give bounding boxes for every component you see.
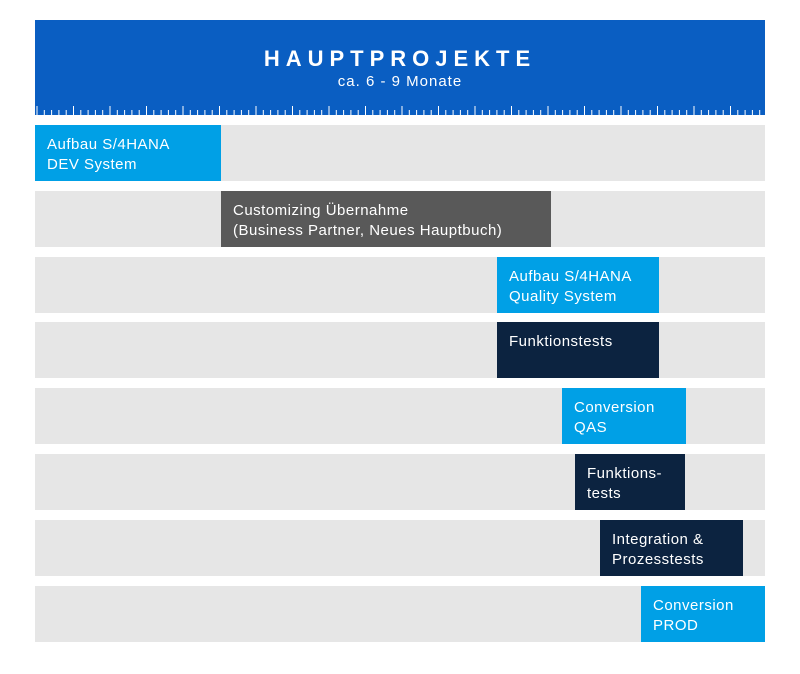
task-label-line2: tests [587, 485, 622, 502]
task-label-line1: Aufbau S/4HANA [509, 268, 632, 285]
task-label-line1: Aufbau S/4HANA [47, 136, 170, 153]
task-conversion-prod [641, 586, 765, 642]
task-integration-prozesstests [600, 520, 743, 576]
task-funktionstests [497, 322, 659, 378]
task-aufbau-dev [35, 125, 221, 181]
page-title: HAUPTPROJEKTE [263, 46, 537, 71]
timeline-row-1 [35, 125, 765, 181]
task-label-line1: Integration & [612, 531, 704, 548]
task-label-line1: Conversion [653, 597, 734, 614]
timeline-row-4 [35, 322, 765, 378]
task-aufbau-quality [497, 257, 659, 313]
timeline-row-5 [35, 388, 765, 444]
header-banner [35, 20, 765, 115]
timeline-row-7 [35, 520, 765, 576]
task-label-line2: Quality System [509, 288, 617, 305]
task-funktions-tests [575, 454, 685, 510]
page-subtitle: ca. 6 - 9 Monate [337, 73, 463, 90]
task-label-line2: QAS [574, 419, 608, 436]
task-label-line1: Funktions- [587, 465, 663, 482]
task-label-line2: PROD [653, 617, 699, 634]
task-label-line2: DEV System [47, 156, 138, 173]
task-conversion-qas [562, 388, 686, 444]
task-label-line2: Prozesstests [612, 551, 704, 568]
timeline-row-6 [35, 454, 765, 510]
task-label-line1: Customizing Übernahme [233, 202, 409, 219]
task-label-line1: Conversion [574, 399, 655, 416]
timeline-ruler [35, 101, 765, 115]
task-label-line1: Funktionstests [509, 333, 613, 350]
timeline-row-3 [35, 257, 765, 313]
task-customizing [221, 191, 551, 247]
task-label-line2: (Business Partner, Neues Hauptbuch) [233, 222, 503, 239]
timeline-row-2 [35, 191, 765, 247]
timeline-row-8 [35, 586, 765, 642]
